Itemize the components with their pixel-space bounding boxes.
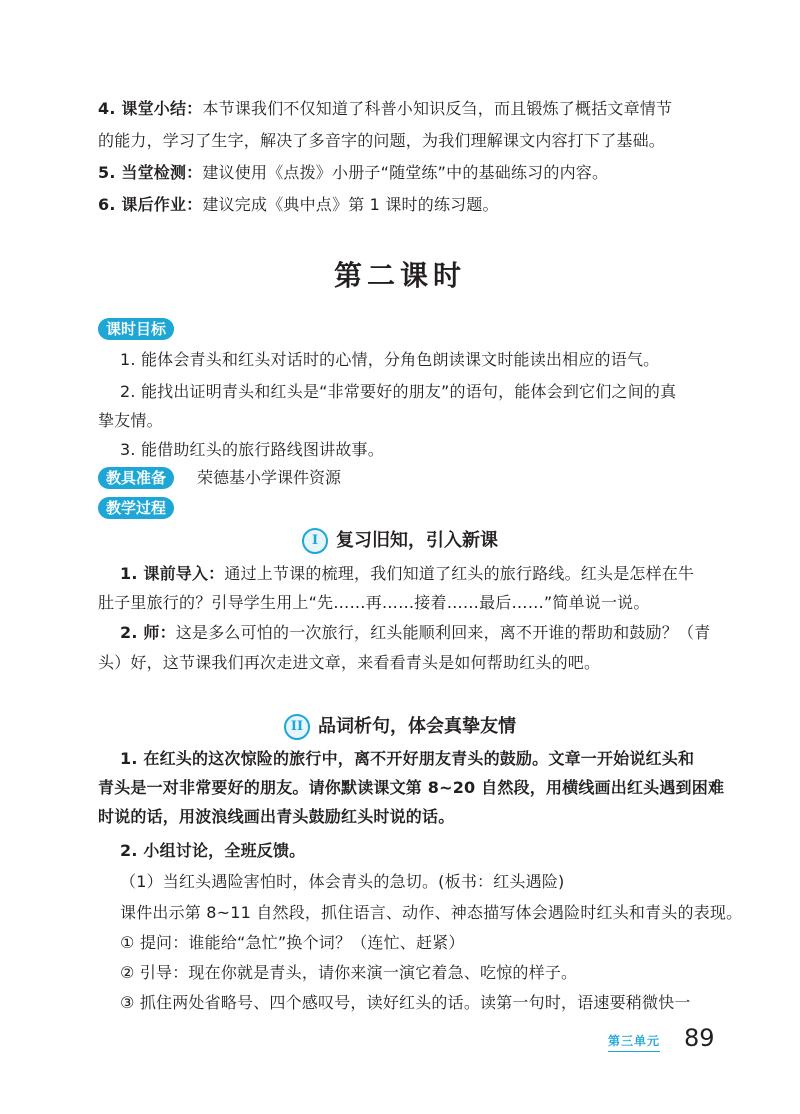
s2-bold-1: 1. 在红头的这次惊险的旅行中，离不开好朋友青头的鼓励。文章一开始说红头和: [120, 749, 695, 768]
s2-line-4: ② 引导：现在你就是青头，请你来演一演它着急、吃惊的样子。: [120, 963, 578, 982]
check-label: 5. 当堂检测：: [98, 163, 203, 182]
s2-bold-2: 青头是一对非常要好的朋友。请你默读课文第 8~20 自然段，用横线画出红头遇到困难: [98, 778, 725, 797]
footer-unit: 第三单元: [608, 1032, 660, 1052]
section-2-number: II: [284, 714, 310, 740]
s1-label-1: 1. 课前导入：: [120, 564, 225, 583]
s2-bold-3: 时说的话，用波浪线画出青头鼓励红头时说的话。: [98, 807, 455, 826]
section-1-number: I: [302, 528, 328, 554]
s2-line-1: （1）当红头遇险害怕时，体会青头的急切。(板书：红头遇险): [120, 872, 565, 891]
check-text: 建议使用《点拨》小册子“随堂练”中的基础练习的内容。: [202, 163, 609, 182]
section-2-title: 品词析句，体会真挚友情: [318, 716, 516, 737]
check-line: [98, 162, 608, 184]
summary-line-1: [98, 98, 672, 120]
goal-line-2-cont: 挚友情。: [98, 411, 163, 430]
s1-label-3: 2. 师：: [120, 623, 176, 642]
lesson-title: 第二课时: [333, 259, 466, 292]
tools-text: 荣德基小学课件资源: [197, 468, 342, 487]
s2-bold-4: 2. 小组讨论，全班反馈。: [120, 841, 306, 860]
s2-line-5: ③ 抓住两处省略号、四个感叹号，读好红头的话。读第一句时，语速要稍微快一: [120, 993, 691, 1012]
goals-tag: 课时目标: [98, 318, 174, 340]
section-1-heading: [0, 528, 800, 554]
homework-label: 6. 课后作业：: [98, 195, 203, 214]
homework-line: [98, 194, 499, 216]
goal-line-3: 3. 能借助红头的旅行路线图讲故事。: [120, 440, 384, 459]
summary-label: 4. 课堂小结：: [98, 99, 203, 118]
s1-line-1: [120, 563, 694, 585]
tools-tag: 教具准备: [98, 467, 174, 489]
s2-line-2: 课件出示第 8~11 自然段，抓住语言、动作、神态描写体会遇险时红头和青头的表现。: [120, 903, 743, 922]
s1-text-1: 通过上节课的梳理，我们知道了红头的旅行路线。红头是怎样在牛: [224, 564, 695, 583]
summary-line-2: [98, 130, 665, 152]
summary-text: 本节课我们不仅知道了科普小知识反刍，而且锻炼了概括文章情节: [202, 99, 673, 118]
summary-text-cont: 的能力，学习了生字，解决了多音字的问题，为我们理解课文内容打下了基础。: [98, 131, 666, 150]
s2-line-3: ① 提问：谁能给“急忙”换个词？（连忙、赶紧）: [120, 933, 465, 952]
homework-text: 建议完成《典中点》第 1 课时的练习题。: [202, 195, 499, 214]
s1-text-3: 这是多么可怕的一次旅行，红头能顺利回来，离不开谁的帮助和鼓励？（青: [175, 623, 711, 642]
section-2-heading: [0, 714, 800, 740]
page-number: 89: [684, 1024, 715, 1052]
process-tag: 教学过程: [98, 497, 174, 519]
goal-line-1: 1. 能体会青头和红头对话时的心情，分角色朗读课文时能读出相应的语气。: [120, 350, 660, 369]
s1-line-4: [98, 652, 600, 674]
s1-line-3: [120, 622, 710, 644]
s1-line-2: [98, 592, 650, 614]
section-1-title: 复习旧知，引入新课: [336, 530, 498, 551]
s1-text-2: 肚子里旅行的？引导学生用上“先……再……接着……最后……”简单说一说。: [98, 593, 650, 612]
goal-line-2: 2. 能找出证明青头和红头是“非常要好的朋友”的语句，能体会到它们之间的真: [120, 382, 677, 401]
s1-text-4: 头）好，这节课我们再次走进文章，来看看青头是如何帮助红头的吧。: [98, 653, 601, 672]
